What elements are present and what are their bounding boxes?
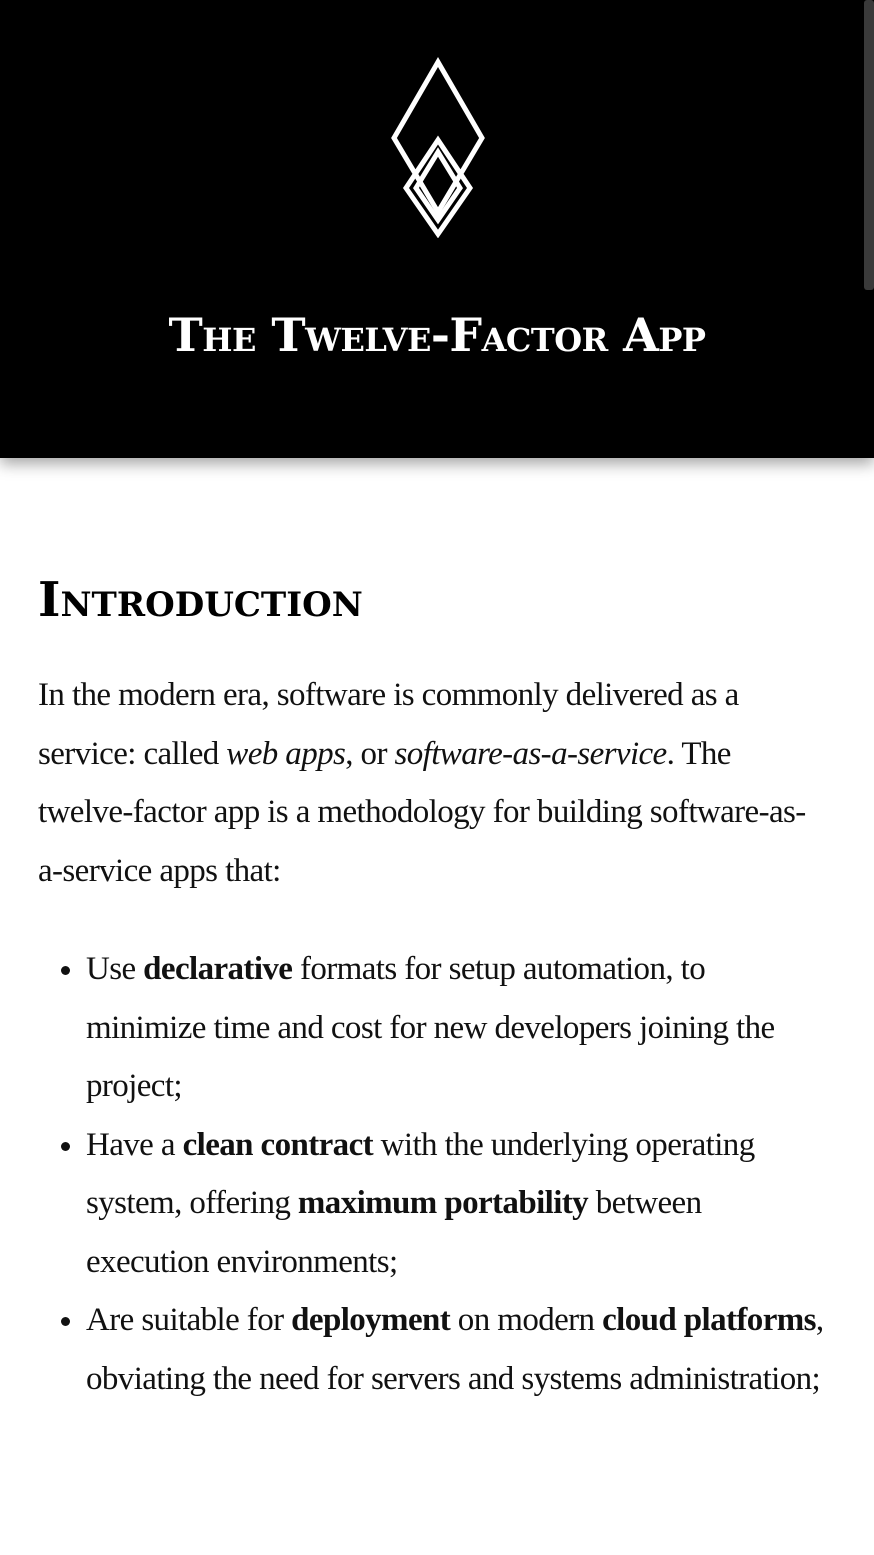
bold-term: cloud platforms [602,1302,816,1338]
main-content [38,560,828,1408]
list-item [86,1291,828,1408]
list-item [86,1116,828,1292]
bold-term: declarative [143,951,293,987]
section-heading-introduction: Introduction [38,572,363,628]
twelve-factor-logo-icon[interactable] [388,56,488,238]
bold-term: clean contract [182,1126,374,1163]
list-item-text: on modern [450,1302,603,1338]
site-header [0,0,874,458]
list-item [86,940,828,1116]
goals-list [38,940,828,1408]
site-title[interactable]: The Twelve-Factor App [168,308,706,362]
emphasis-saas: software-as-a-service [394,735,667,772]
list-item-text: Have a [86,1126,183,1163]
list-item-text: , obviating the need for servers and systems administration; [86,1302,824,1397]
list-item-text: between execution environments; [86,1185,702,1280]
emphasis-web-apps: web apps [226,735,346,772]
bold-term: deployment [291,1302,451,1338]
intro-text: In the modern era, software is commonly delivered as a service: called [38,677,739,772]
intro-text: , or [345,735,395,772]
list-item-text: formats for setup automation, to minimize time and cost for new developers joining the project; [86,951,775,1104]
intro-text: . The twelve-factor app is a methodology for building software-as-a-service apps that: [38,735,806,889]
list-item-text: with the underlying operating system, offering [86,1126,755,1221]
bold-term: maximum portability [297,1185,589,1221]
list-item-text: Use [86,951,144,987]
list-item-text: Are suitable for [86,1302,292,1338]
scrollbar[interactable] [864,0,874,290]
intro-paragraph [38,666,828,900]
